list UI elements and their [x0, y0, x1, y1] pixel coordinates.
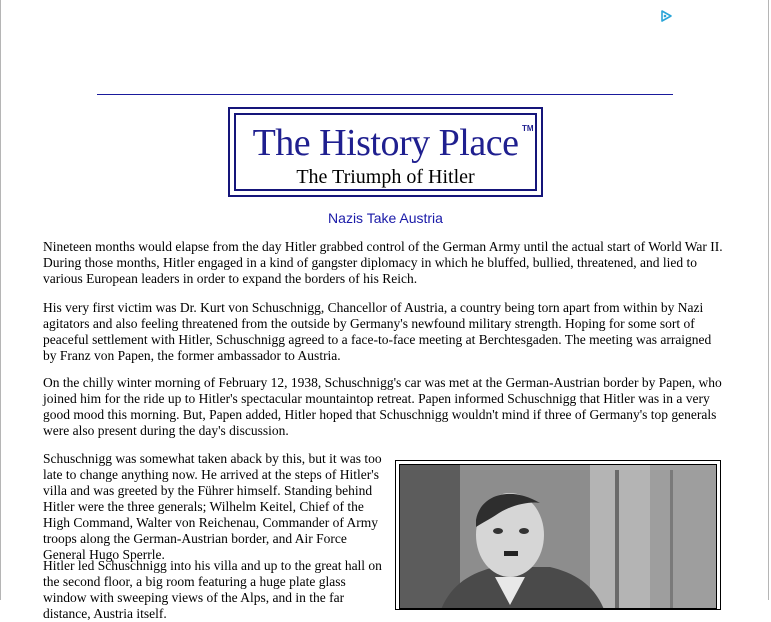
site-logo[interactable]	[228, 107, 543, 197]
logo-inner-border	[234, 113, 537, 191]
adchoices-play-icon[interactable]	[659, 9, 673, 23]
article-paragraph: On the chilly winter morning of February 12, 1938, Schuschnigg's car was met at the German-Austrian border by Papen, who joined him for the ride up to Hitler's spectacular mountaintop retreat. Papen informed Schuschnigg that Hitler was in a very good mood this morning. But, Papen added, Hitler hoped that Schuschnigg wouldn't mind if three of Germany's top generals were also present during the day's discussion.	[43, 375, 722, 438]
article-paragraph: Nineteen months would elapse from the day Hitler grabbed control of the German Army until the actual start of World War II. During those months, Hitler engaged in a kind of gangster diplomacy in which he bluffed, bullied, threatened, and lied to various European leaders in order to expand the borders of his Reich.	[43, 239, 723, 286]
logo-trademark: TM	[522, 124, 534, 133]
article-paragraph: Hitler led Schuschnigg into his villa and up to the great hall on the second floor, a big room featuring a huge plate glass window with sweeping views of the Alps, and in the far distance, Austria itself.	[43, 558, 382, 621]
article-paragraph: His very first victim was Dr. Kurt von Schuschnigg, Chancellor of Austria, a country being torn apart from within by Nazi agitators and also feeling threatened from the outside by Germany's newfound military strength. Hoping for some sort of peaceful settlement with Hitler, Schuschnigg agreed to a face-to-face meeting at Berchtesgaden. The meeting was arraigned by Franz von Papen, the former ambassador to Austria.	[43, 300, 712, 363]
article-heading: Nazis Take Austria	[328, 210, 443, 226]
article-paragraph: Schuschnigg was somewhat taken aback by this, but it was too late to change anything now. He arrived at the steps of Hitler's villa and was greeted by the Führer himself. Standing behind Hitler were the three generals; Wilhelm Keitel, Chief of the High Command, Walter von Reichenau, Commander of Army troops along the German-Austrian border, and Air Force General Hugo Sperrle.	[43, 451, 382, 562]
hitler-portrait-photo	[395, 460, 721, 610]
logo-subtitle: The Triumph of Hitler	[296, 166, 475, 188]
photo-image	[399, 464, 717, 609]
header-divider	[97, 94, 673, 95]
logo-title: The History Place	[252, 122, 519, 164]
